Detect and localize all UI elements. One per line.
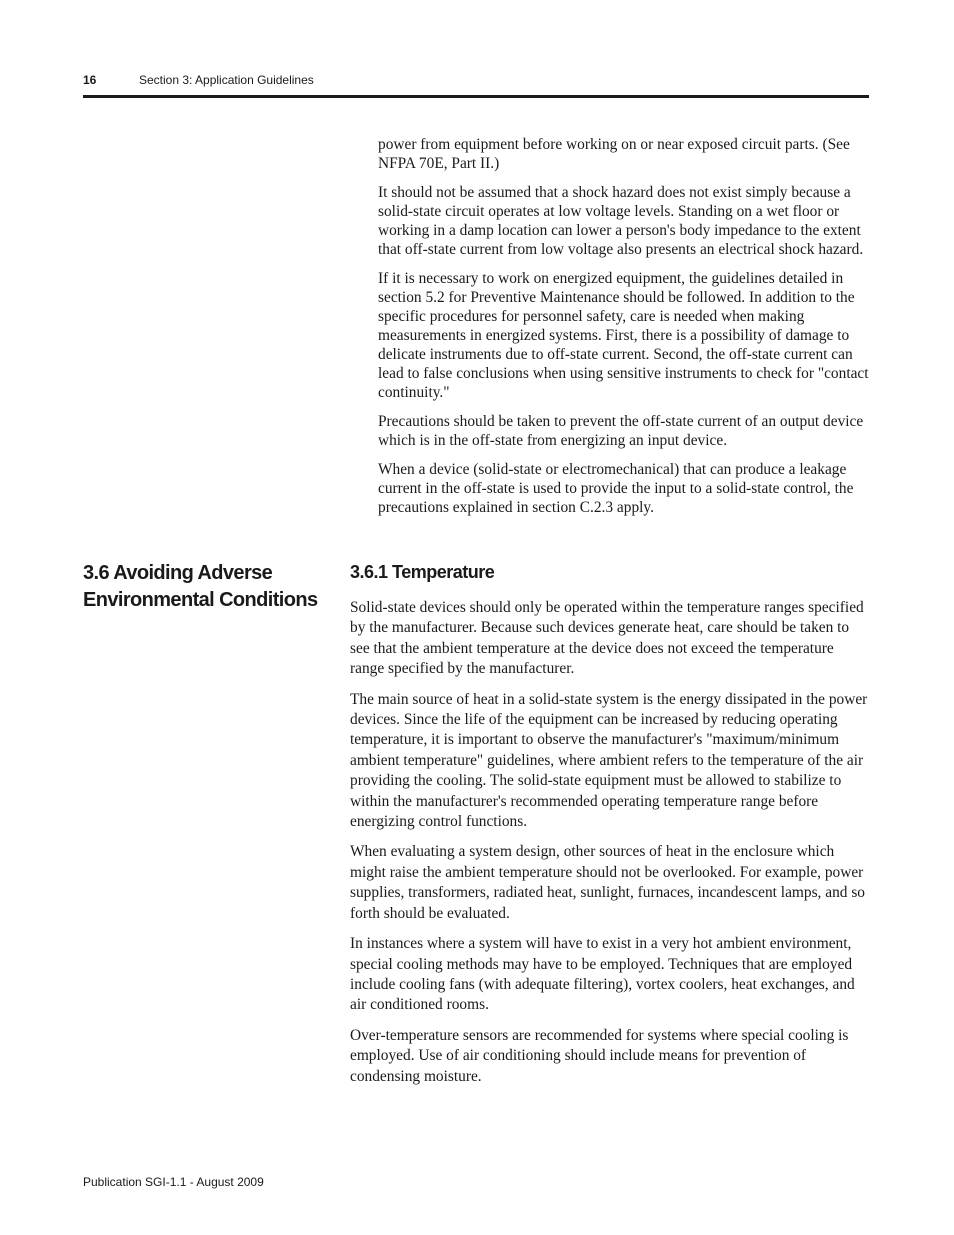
temperature-text bbox=[350, 598, 869, 1097]
paragraph: It should not be assumed that a shock hazard does not exist simply because a solid-state circuit operates at low voltage levels. Standing on a wet floor or working in a damp location can lower a person's body impedance to the extent that off-state current from low voltage also presents an electrical shock hazard. bbox=[378, 184, 864, 258]
paragraph: If it is necessary to work on energized equipment, the guidelines detailed in section 5.2 for Preventive Maintenance should be followed. In addition to the specific procedures for personnel safety, care is needed when making measurements in energized systems. First, there is a possibility of damage to delicate instruments due to off-state current. Second, the off-state current can lead to false conclusions when using sensitive instruments to check for "contact continuity." bbox=[378, 270, 869, 401]
continued-text bbox=[378, 135, 869, 527]
section-heading: 3.6 Avoiding Adverse Environmental Conditions bbox=[83, 562, 318, 611]
paragraph: When a device (solid-state or electromechanical) that can produce a leakage current in the off-state is used to provide the input to a solid-state control, the precautions explained in section C.2.3 apply. bbox=[378, 461, 854, 516]
subsection-heading: 3.6.1 Temperature bbox=[350, 562, 495, 582]
paragraph: power from equipment before working on or near exposed circuit parts. (See NFPA 70E, Part II.) bbox=[378, 136, 850, 172]
header-rule bbox=[83, 95, 869, 98]
paragraph: The main source of heat in a solid-state system is the energy dissipated in the power devices. Since the life of the equipment can be increased by reducing operating temperature, it is important to observe the manufacturer's "maximum/minimum ambient temperature" guidelines, where ambient refers to the temperature of the air providing the cooling. The solid-state equipment must be allowed to stabilize to within the manufacturer's recommended operating temperature range before energizing control functions. bbox=[350, 690, 868, 831]
running-header: Section 3: Application Guidelines bbox=[139, 73, 314, 87]
paragraph: Solid-state devices should only be operated within the temperature ranges specified by the manufacturer. Because such devices generate heat, care should be taken to see that the ambient temperature at the device does not exceed the temperature range specified by the manufacturer. bbox=[350, 599, 864, 678]
paragraph: When evaluating a system design, other sources of heat in the enclosure which might raise the ambient temperature should not be overlooked. For example, power supplies, transformers, radiated heat, sunlight, furnaces, incandescent lamps, and so forth should be evaluated. bbox=[350, 843, 866, 922]
footer-publication: Publication SGI-1.1 - August 2009 bbox=[83, 1175, 264, 1189]
paragraph: In instances where a system will have to exist in a very hot ambient environment, special cooling methods may have to be employed. Techniques that are employed include cooling fans (with adequate filtering), vortex coolers, heat exchanges, and air conditioned rooms. bbox=[350, 935, 855, 1014]
paragraph: Over-temperature sensors are recommended for systems where special cooling is employed. Use of air conditioning should include means for prevention of condensing moisture. bbox=[350, 1026, 849, 1085]
page-number: 16 bbox=[83, 73, 97, 87]
paragraph: Precautions should be taken to prevent the off-state current of an output device which is in the off-state from energizing an input device. bbox=[378, 413, 864, 449]
